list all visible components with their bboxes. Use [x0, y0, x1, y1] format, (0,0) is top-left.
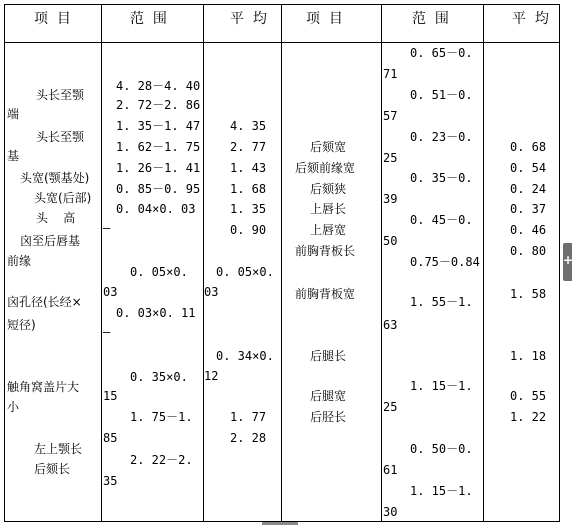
column-divider	[281, 5, 282, 521]
average-value: 0. 24	[510, 182, 547, 196]
average-value: 1. 77	[230, 410, 267, 424]
range-value: 1. 62－1. 75	[116, 140, 201, 154]
item-label: 后颏长	[34, 462, 71, 476]
item-label: 触角窝盖片大	[7, 380, 80, 394]
average-value: 2. 77	[230, 140, 267, 154]
range-value: 2. 22－2.	[130, 453, 193, 467]
range-value: 71	[383, 67, 398, 81]
item-label: 后胫长	[310, 410, 347, 424]
resize-handle[interactable]	[262, 522, 298, 525]
range-value: 25	[383, 151, 398, 165]
range-value: 0. 35×0.	[130, 370, 188, 384]
average-value: 1. 22	[510, 410, 547, 424]
column-divider	[483, 5, 484, 521]
range-value: 57	[383, 109, 398, 123]
range-value: 0. 50－0.	[410, 442, 473, 456]
item-label: 前胸背板长	[295, 244, 356, 258]
item-label: 头宽(后部)	[34, 191, 92, 205]
range-value: 0. 35－0.	[410, 171, 473, 185]
average-value: 03	[204, 285, 219, 299]
average-value: 0. 80	[510, 244, 547, 258]
header-divider	[5, 42, 559, 43]
header-range: 范 围	[130, 11, 167, 27]
item-label: 后腿长	[310, 349, 347, 363]
range-value: 0. 05×0.	[130, 265, 188, 279]
average-value: 1. 43	[230, 161, 267, 175]
item-label: 囟孔径(长经×	[7, 295, 82, 309]
range-value: —	[103, 221, 111, 235]
range-value: 61	[383, 463, 398, 477]
range-value: 1. 15－1.	[410, 379, 473, 393]
item-label: 后颏狭	[310, 182, 347, 196]
average-value: 4. 35	[230, 119, 267, 133]
header-item: 项 目	[306, 11, 343, 27]
item-label: 前胸背板宽	[295, 287, 356, 301]
item-label: 前缘	[7, 254, 32, 268]
column-divider	[381, 5, 382, 521]
range-value: 39	[383, 192, 398, 206]
average-value: 0. 54	[510, 161, 547, 175]
average-value: 0. 34×0.	[216, 349, 274, 363]
item-label: 头宽(颚基处)	[20, 171, 90, 185]
average-value: 2. 28	[230, 431, 267, 445]
average-value: 0. 90	[230, 223, 267, 237]
range-value: 03	[103, 285, 118, 299]
header-average: 平 均	[230, 11, 267, 27]
item-label: 后颏前缘宽	[295, 161, 356, 175]
range-value: 0. 03×0. 11	[116, 306, 196, 320]
range-value: 1. 55－1.	[410, 295, 473, 309]
header-average: 平 均	[512, 11, 549, 27]
item-label: 后腿宽	[310, 389, 347, 403]
range-value: 0. 65－0.	[410, 46, 473, 60]
range-value: 1. 75－1.	[130, 410, 193, 424]
average-value: 0. 05×0.	[216, 265, 274, 279]
expand-tab[interactable]	[563, 243, 572, 281]
range-value: 4. 28－4. 40	[116, 79, 201, 93]
header-item: 项 目	[34, 11, 71, 27]
header-range: 范 围	[412, 11, 449, 27]
average-value: 1. 35	[230, 202, 267, 216]
range-value: 63	[383, 318, 398, 332]
item-label: 短径)	[7, 318, 36, 332]
range-value: 0.75－0.84	[410, 255, 480, 269]
item-label: 头长至颚	[36, 130, 85, 144]
plus-icon: +	[563, 253, 573, 267]
range-value: 0. 04×0. 03	[116, 202, 196, 216]
item-label: 后颏宽	[310, 140, 347, 154]
column-divider	[203, 5, 204, 521]
item-label: 头 高	[36, 211, 76, 225]
range-value: 0. 45－0.	[410, 213, 473, 227]
range-value: 1. 35－1. 47	[116, 119, 201, 133]
range-value: —	[103, 325, 111, 339]
range-value: 25	[383, 400, 398, 414]
range-value: 50	[383, 234, 398, 248]
average-value: 0. 37	[510, 202, 547, 216]
range-value: 1. 26－1. 41	[116, 161, 201, 175]
average-value: 1. 68	[230, 182, 267, 196]
item-label: 上唇长	[310, 202, 347, 216]
item-label: 基	[7, 149, 20, 163]
range-value: 35	[103, 474, 118, 488]
average-value: 1. 18	[510, 349, 547, 363]
column-divider	[101, 5, 102, 521]
item-label: 左上颚长	[34, 442, 83, 456]
average-value: 0. 55	[510, 389, 547, 403]
average-value: 1. 58	[510, 287, 547, 301]
average-value: 0. 46	[510, 223, 547, 237]
average-value: 12	[204, 369, 219, 383]
range-value: 0. 85－0. 95	[116, 182, 201, 196]
range-value: 1. 15－1.	[410, 484, 473, 498]
range-value: 85	[103, 431, 118, 445]
range-value: 30	[383, 505, 398, 519]
range-value: 15	[103, 389, 118, 403]
item-label: 端	[7, 107, 20, 121]
range-value: 0. 23－0.	[410, 130, 473, 144]
item-label: 头长至颚	[36, 88, 85, 102]
item-label: 小	[7, 400, 20, 414]
item-label: 上唇宽	[310, 223, 347, 237]
range-value: 2. 72－2. 86	[116, 98, 201, 112]
range-value: 0. 51－0.	[410, 88, 473, 102]
average-value: 0. 68	[510, 140, 547, 154]
item-label: 囟至后唇基	[20, 234, 81, 248]
